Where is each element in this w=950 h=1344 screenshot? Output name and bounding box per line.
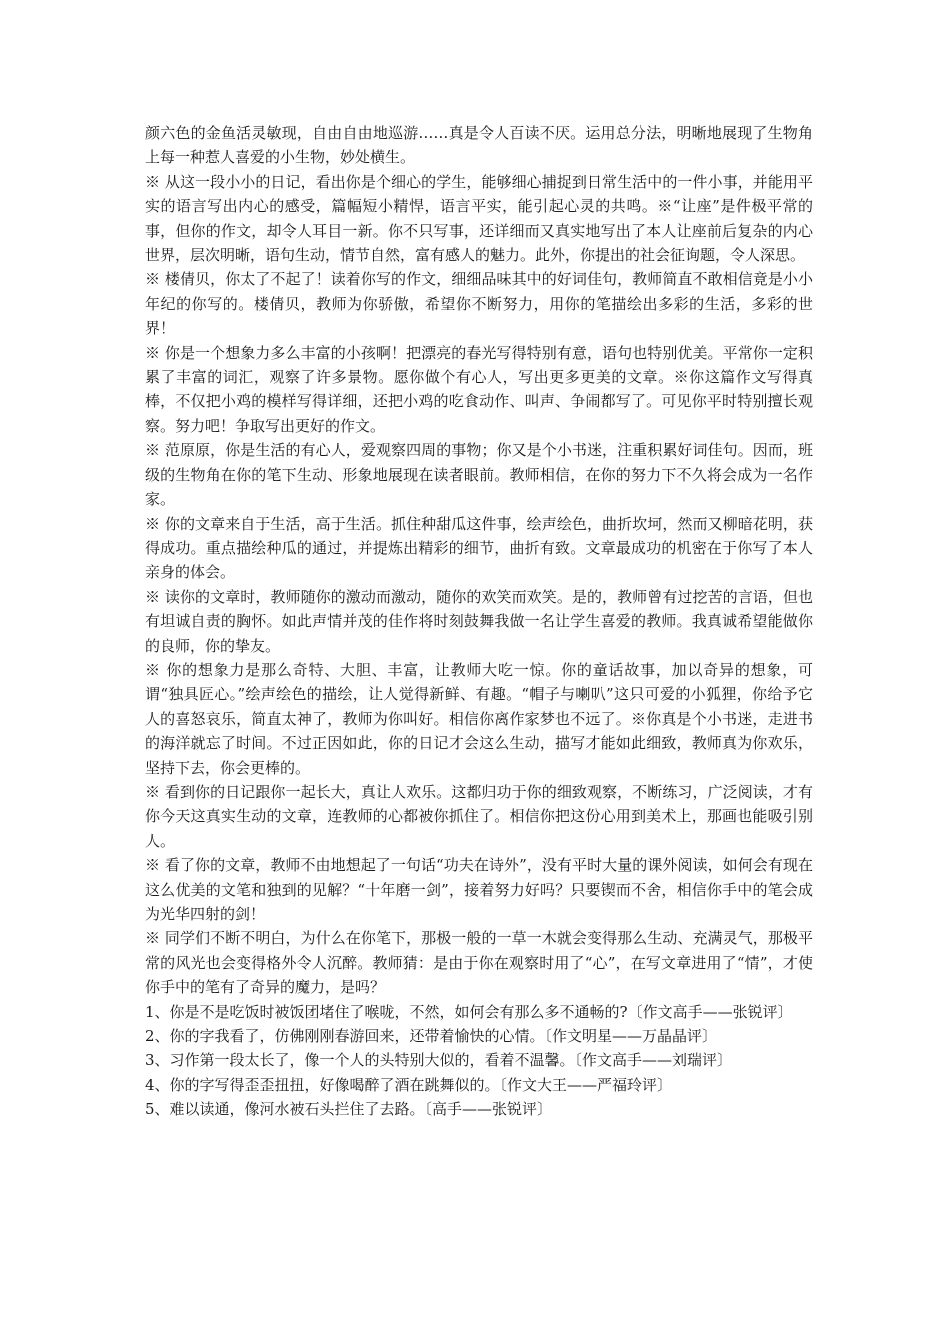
paragraph: 颜六色的金鱼活灵敏现，自由自由地巡游……真是令人百读不厌。运用总分法，明晰地展现了生物角上每一种惹人喜爱的小生物，妙处横生。 [145, 124, 813, 167]
paragraph: ※ 看到你的日记跟你一起长大，真让人欢乐。这都归功于你的细致观察，不断练习，广泛阅读，才有你今天这真实生动的文章，连教师的心都被你抓住了。相信你把这份心用到美术上，那画也能吸引别人。 [145, 782, 813, 850]
list-item: 1、你是不是吃饭时被饭团堵住了喉咙，不然，如何会有那么多不通畅的?〔作文高手——张锐评〕 [145, 1002, 793, 1021]
document-body [145, 121, 813, 1122]
paragraph: ※ 读你的文章时，教师随你的激动而激动，随你的欢笑而欢笑。是的，教师曾有过挖苦的言语，但也有坦诚自责的胸怀。如此声情并茂的佳作将时刻鼓舞我做一名让学生喜爱的教师。我真诚希望能做你的良师，你的挚友。 [145, 587, 813, 655]
paragraph: ※ 从这一段小小的日记，看出你是个细心的学生，能够细心捕捉到日常生活中的一件小事，并能用平实的语言写出内心的感受，篇幅短小精悍，语言平实，能引起心灵的共鸣。※“让座”是件极平常的事，但你的作文，却令人耳目一新。你不只写事，还详细而又真实地写出了本人让座前后复杂的内心世界，层次明晰，语句生动，情节自然，富有感人的魅力。此外，你提出的社会征询题，令人深思。 [145, 172, 813, 265]
list-item: 4、你的字写得歪歪扭扭，好像喝醉了酒在跳舞似的。〔作文大王——严福玲评〕 [145, 1075, 673, 1094]
paragraph: ※ 楼倩贝，你太了不起了！读着你写的作文，细细品味其中的好词佳句，教师简直不敢相信竟是小小年纪的你写的。楼倩贝，教师为你骄傲，希望你不断努力，用你的笔描绘出多彩的生活，多彩的世界！ [145, 270, 813, 338]
paragraph: ※ 你是一个想象力多么丰富的小孩啊！把漂亮的春光写得特别有意，语句也特别优美。平常你一定积累了丰富的词汇，观察了许多景物。愿你做个有心人，写出更多更美的文章。※你这篇作文写得真棒，不仅把小鸡的模样写得详细，还把小鸡的吃食动作、叫声、争闹都写了。可见你平时特别擅长观察。努力吧！争取写出更好的作文。 [145, 343, 813, 435]
list-item: 2、你的字我看了，仿佛刚刚春游回来，还带着愉快的心情。〔作文明星——万晶晶评〕 [145, 1027, 718, 1046]
paragraph: ※ 看了你的文章，教师不由地想起了一句话“功夫在诗外”，没有平时大量的课外阅读，如何会有现在这么优美的文笔和独到的见解？“十年磨一剑”，接着努力好吗？只要锲而不舍，相信你手中的笔会成为光华四射的剑！ [145, 856, 813, 923]
list-item: 5、难以读通，像河水被石头拦住了去路。〔高手——张锐评〕 [145, 1100, 553, 1119]
paragraph: ※ 范原原，你是生活的有心人，爱观察四周的事物；你又是个小书迷，注重积累好词佳句。因而，班级的生物角在你的笔下生动、形象地展现在读者眼前。教师相信，在你的努力下不久将会成为一名作家。 [145, 441, 813, 509]
paragraph: ※ 同学们不断不明白，为什么在你笔下，那极一般的一草一木就会变得那么生动、充满灵气，那极平常的风光也会变得格外令人沉醉。教师猜：是由于你在观察时用了“心”，在写文章进用了“情”，才使你手中的笔有了奇异的魔力，是吗？ [145, 929, 813, 997]
paragraph: ※ 你的文章来自于生活，高于生活。抓住种甜瓜这件事，绘声绘色，曲折坎坷，然而又柳暗花明，获得成功。重点描绘种瓜的通过，并提炼出精彩的细节，曲折有致。文章最成功的机密在于你写了本人亲身的体会。 [145, 514, 813, 582]
paragraph: ※ 你的想象力是那么奇特、大胆、丰富，让教师大吃一惊。你的童话故事，加以奇异的想象，可谓“独具匠心。”绘声绘色的描绘，让人觉得新鲜、有趣。“帽子与喇叭”这只可爱的小狐狸，你给予它人的喜怒哀乐，简直太神了，教师为你叫好。相信你离作家梦也不远了。※你真是个小书迷，走进书的海洋就忘了时间。不过正因如此，你的日记才会这么生动，描写才能如此细致，教师真为你欢乐，坚持下去，你会更棒的。 [145, 660, 813, 777]
list-item: 3、习作第一段太长了，像一个人的头特别大似的，看着不温馨。〔作文高手——刘瑞评〕 [145, 1051, 733, 1070]
